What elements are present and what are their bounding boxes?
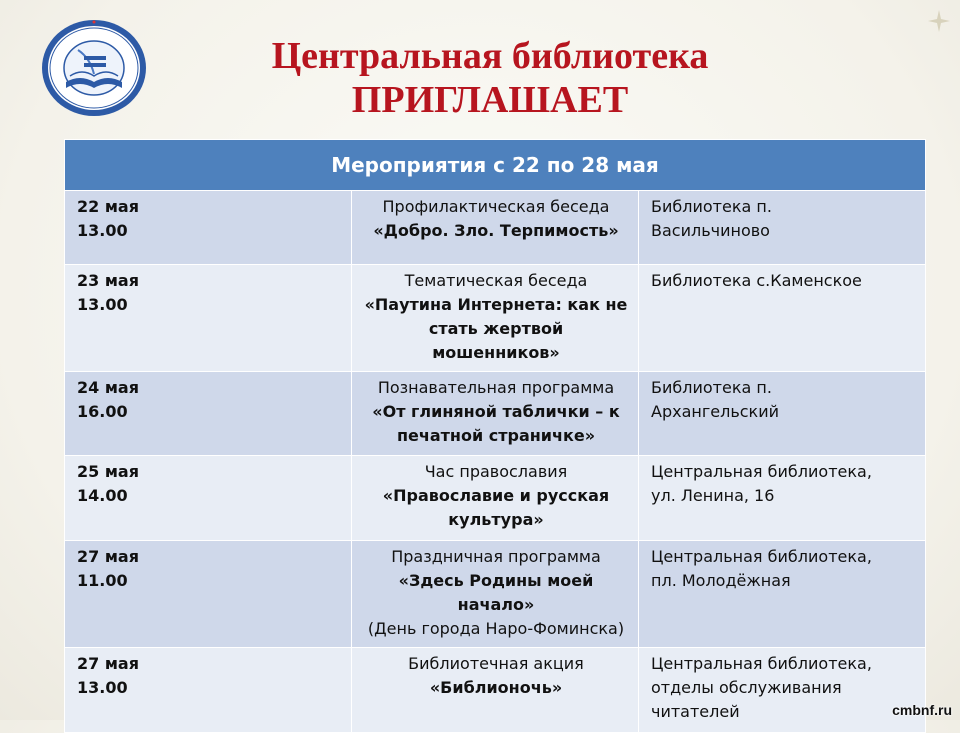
- event-date-cell: [65, 372, 352, 456]
- table-header: Мероприятия с 22 по 28 мая: [65, 140, 926, 191]
- event-name: «Православие и русская культура»: [382, 486, 610, 529]
- event-time: 13.00: [77, 221, 128, 240]
- event-place-line: читателей: [651, 702, 740, 721]
- table-row: [65, 456, 926, 541]
- sparkle-icon: [928, 10, 950, 32]
- event-time: 13.00: [77, 295, 128, 314]
- event-name: «Паутина Интернета: как не стать жертвой мошенников»: [364, 295, 628, 362]
- event-date: 23 мая: [77, 271, 139, 290]
- event-name: «От глиняной таблички – к печатной страничке»: [372, 402, 620, 445]
- event-place-line: Библиотека п.: [651, 197, 772, 216]
- title-line-2: ПРИГЛАШАЕТ: [351, 79, 629, 121]
- events-table: [64, 139, 926, 733]
- event-place-cell: [639, 541, 926, 648]
- event-place-cell: [639, 372, 926, 456]
- event-time: 14.00: [77, 486, 128, 505]
- event-time: 11.00: [77, 571, 128, 590]
- event-date-cell: [65, 541, 352, 648]
- event-place-line: Библиотека с.Каменское: [651, 271, 862, 290]
- event-place-line: пл. Молодёжная: [651, 571, 791, 590]
- event-place-line: Васильчиново: [651, 221, 770, 240]
- event-type: Познавательная программа: [377, 378, 615, 397]
- event-cell: [352, 456, 639, 541]
- watermark: cmbnf.ru: [892, 702, 952, 718]
- event-name: «Здесь Родины моей начало»: [398, 571, 594, 614]
- event-cell: [352, 265, 639, 372]
- table-row: [65, 265, 926, 372]
- event-place-line: Центральная библиотека,: [651, 654, 872, 673]
- event-type: Праздничная программа: [391, 547, 601, 566]
- library-seal-logo: [40, 18, 148, 118]
- page-title: [160, 34, 820, 122]
- event-place-line: Архангельский: [651, 402, 779, 421]
- event-date: 27 мая: [77, 547, 139, 566]
- table-row: [65, 541, 926, 648]
- event-place-line: ул. Ленина, 16: [651, 486, 775, 505]
- event-time: 16.00: [77, 402, 128, 421]
- event-type: Библиотечная акция: [408, 654, 584, 673]
- event-place-line: Библиотека п.: [651, 378, 772, 397]
- table-row: [65, 372, 926, 456]
- event-date: 24 мая: [77, 378, 139, 397]
- event-place-line: Центральная библиотека,: [651, 547, 872, 566]
- event-date-cell: [65, 265, 352, 372]
- event-place-cell: [639, 456, 926, 541]
- event-date-cell: [65, 456, 352, 541]
- event-type: Профилактическая беседа: [382, 197, 610, 216]
- event-date: 22 мая: [77, 197, 139, 216]
- event-place-line: отделы обслуживания: [651, 678, 842, 697]
- event-place-cell: [639, 191, 926, 265]
- event-type: Час православия: [424, 462, 568, 481]
- event-name: «Библионочь»: [429, 678, 563, 697]
- event-place-cell: [639, 265, 926, 372]
- event-time: 13.00: [77, 678, 128, 697]
- event-cell: [352, 541, 639, 648]
- title-line-1: Центральная библиотека: [271, 35, 709, 77]
- event-date: 25 мая: [77, 462, 139, 481]
- table-row: [65, 191, 926, 265]
- event-cell: [352, 372, 639, 456]
- event-type: Тематическая беседа: [404, 271, 588, 290]
- event-name: «Добро. Зло. Терпимость»: [373, 221, 619, 240]
- event-place-line: Центральная библиотека,: [651, 462, 872, 481]
- event-date-cell: [65, 191, 352, 265]
- event-note: (День города Наро-Фоминска): [367, 619, 625, 638]
- event-cell: [352, 191, 639, 265]
- event-date: 27 мая: [77, 654, 139, 673]
